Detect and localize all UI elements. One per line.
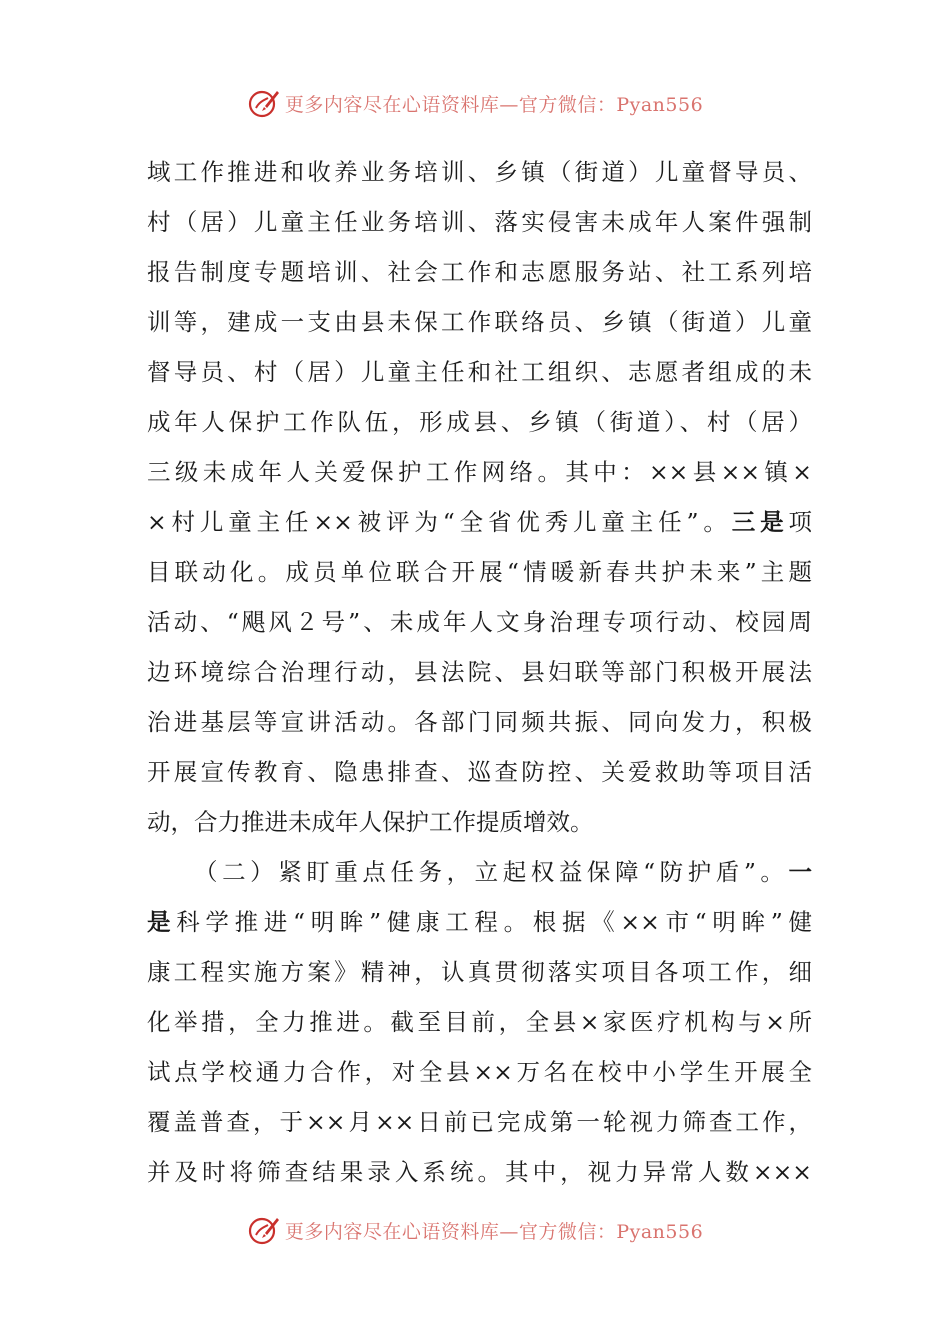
text-line: 村（居）儿童主任业务培训、落实侵害未成年人案件强制	[147, 208, 812, 236]
paragraph-1	[147, 147, 812, 847]
text-line	[147, 897, 812, 947]
text-line: 报告制度专题培训、社会工作和志愿服务站、社工系列培	[147, 258, 812, 286]
text-line: 成年人保护工作队伍，形成县、乡镇（街道）、村（居）	[147, 408, 812, 436]
text-line: 三级未成年人关爱保护工作网络。其中：××县××镇×	[147, 458, 812, 486]
text-line: 动，合力推进未成年人保护工作提质增效。	[147, 808, 594, 836]
text-line: 开展宣传教育、隐患排查、巡查防控、关爱救助等项目活	[147, 758, 812, 786]
watermark-footer	[0, 1213, 950, 1247]
pen-logo-icon	[247, 1213, 281, 1247]
watermark-text: 更多内容尽在心语资料库—官方微信：Pyan556	[284, 93, 704, 116]
text-line: 并及时将筛查结果录入系统。其中，视力异常人数×××	[147, 1158, 812, 1186]
section-heading: （二）紧盯重点任务，立起权益保障“防护盾”。	[194, 858, 789, 886]
watermark-text: 更多内容尽在心语资料库—官方微信：Pyan556	[284, 1220, 704, 1243]
watermark-header	[0, 86, 950, 120]
text-line: 域工作推进和收养业务培训、乡镇（街道）儿童督导员、	[147, 158, 812, 186]
document-body	[147, 147, 812, 1197]
text-line: 试点学校通力合作，对全县××万名在校中小学生开展全	[147, 1058, 812, 1086]
text-segment: 科学推进“明眸”健康工程。根据《××市“明眸”健	[176, 908, 812, 936]
pen-logo-icon	[247, 86, 281, 120]
text-line: 治进基层等宣讲活动。各部门同频共振、同向发力，积极	[147, 708, 812, 736]
paragraph-2	[147, 847, 812, 1197]
text-line	[147, 497, 812, 547]
text-line: 康工程实施方案》精神，认真贯彻落实项目各项工作，细	[147, 958, 812, 986]
text-line: 活动、“飓风２号”、未成年人文身治理专项行动、校园周	[147, 608, 812, 636]
bold-ordinal: 三是	[731, 508, 789, 536]
text-line: 训等，建成一支由县未保工作联络员、乡镇（街道）儿童	[147, 308, 812, 336]
text-line: 覆盖普查，于××月××日前已完成第一轮视力筛查工作，	[147, 1108, 812, 1136]
text-line: 目联动化。成员单位联合开展“情暖新春共护未来”主题	[147, 558, 812, 586]
text-line: 督导员、村（居）儿童主任和社工组织、志愿者组成的未	[147, 358, 812, 386]
bold-ordinal: 是	[147, 908, 177, 936]
text-segment: 项	[788, 508, 812, 536]
text-line: 化举措，全力推进。截至目前，全县×家医疗机构与×所	[147, 1008, 812, 1036]
section-heading-line	[147, 847, 812, 897]
text-segment: ×村儿童主任××被评为“全省优秀儿童主任”。	[147, 508, 732, 536]
text-line: 边环境综合治理行动，县法院、县妇联等部门积极开展法	[147, 658, 812, 686]
bold-ordinal: 一	[788, 858, 812, 886]
